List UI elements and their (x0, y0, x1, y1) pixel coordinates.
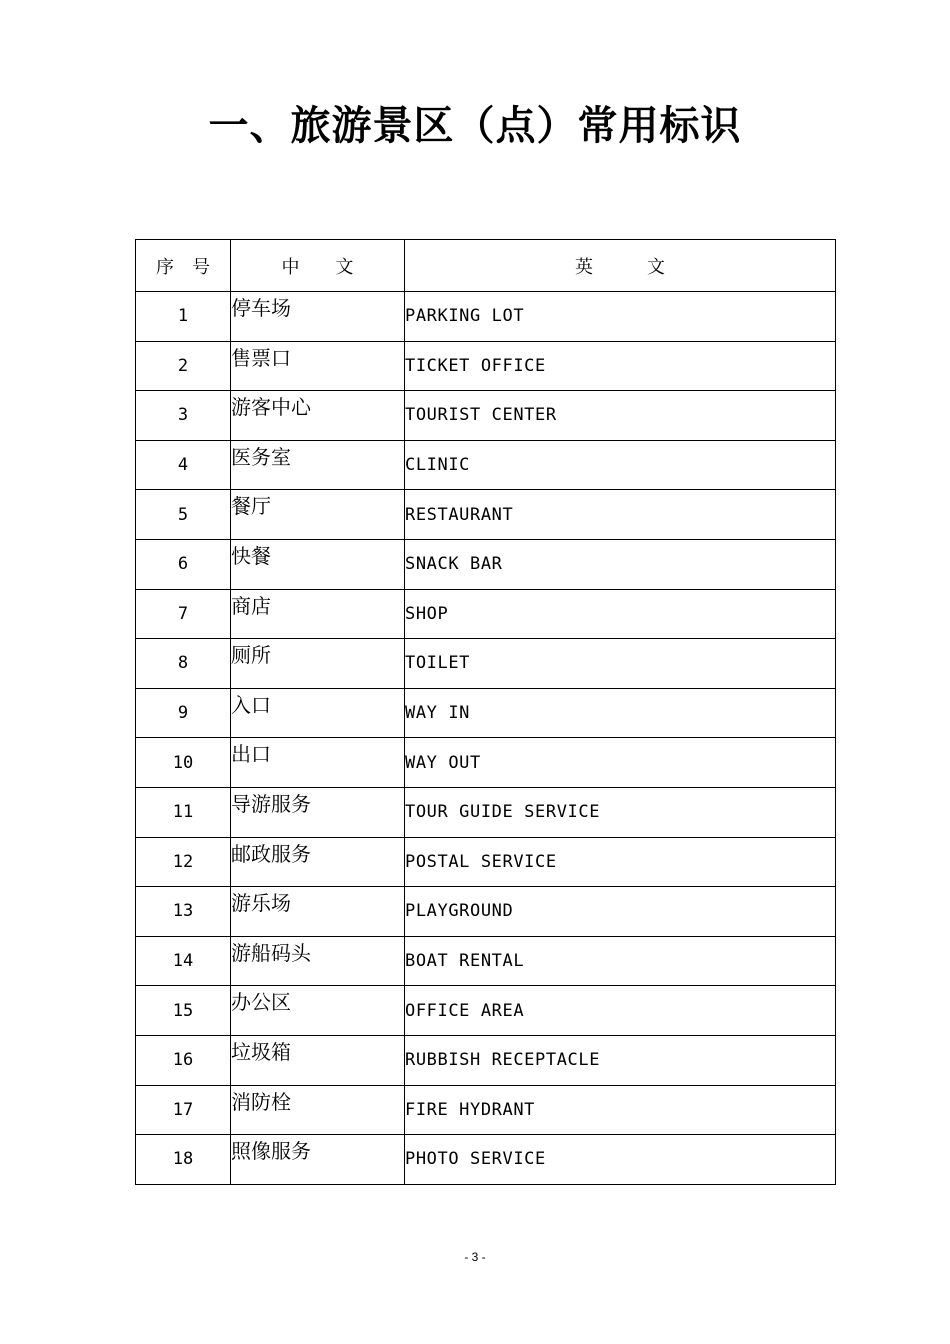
row-chinese-term: 照像服务 (231, 1135, 405, 1185)
row-chinese-term: 导游服务 (231, 787, 405, 837)
signage-table (135, 239, 836, 1185)
table-row (136, 391, 836, 441)
row-number: 5 (136, 490, 231, 540)
table-row (136, 1035, 836, 1085)
row-chinese-term: 出口 (231, 738, 405, 788)
page-number: - 3 - (464, 1250, 486, 1264)
row-number: 16 (136, 1035, 231, 1085)
row-chinese-term: 游乐场 (231, 887, 405, 937)
row-english-term: PARKING LOT (405, 292, 836, 342)
row-chinese-term: 快餐 (231, 539, 405, 589)
table-row (136, 539, 836, 589)
row-english-term: TOUR GUIDE SERVICE (405, 787, 836, 837)
row-number: 15 (136, 986, 231, 1036)
row-english-term: TOILET (405, 639, 836, 689)
table-row (136, 440, 836, 490)
row-english-term: WAY OUT (405, 738, 836, 788)
row-number: 10 (136, 738, 231, 788)
table-row (136, 986, 836, 1036)
row-chinese-term: 办公区 (231, 986, 405, 1036)
page-title: 一、旅游景区（点）常用标识 (208, 103, 742, 149)
row-chinese-term: 邮政服务 (231, 837, 405, 887)
table-row (136, 341, 836, 391)
row-number: 7 (136, 589, 231, 639)
row-number: 17 (136, 1085, 231, 1135)
table-row (136, 887, 836, 937)
row-chinese-term: 厕所 (231, 639, 405, 689)
row-chinese-term: 入口 (231, 688, 405, 738)
row-english-term: SHOP (405, 589, 836, 639)
row-english-term: SNACK BAR (405, 539, 836, 589)
row-chinese-term: 游船码头 (231, 936, 405, 986)
row-english-term: TOURIST CENTER (405, 391, 836, 441)
row-english-term: BOAT RENTAL (405, 936, 836, 986)
row-english-term: FIRE HYDRANT (405, 1085, 836, 1135)
row-english-term: PLAYGROUND (405, 887, 836, 937)
table-row (136, 490, 836, 540)
row-number: 4 (136, 440, 231, 490)
header-number: 序 号 (136, 240, 231, 292)
row-english-term: RUBBISH RECEPTACLE (405, 1035, 836, 1085)
row-chinese-term: 医务室 (231, 440, 405, 490)
table-row (136, 639, 836, 689)
row-english-term: OFFICE AREA (405, 986, 836, 1036)
row-number: 12 (136, 837, 231, 887)
row-number: 1 (136, 292, 231, 342)
row-number: 6 (136, 539, 231, 589)
row-chinese-term: 游客中心 (231, 391, 405, 441)
table-row (136, 738, 836, 788)
table-row (136, 688, 836, 738)
row-english-term: TICKET OFFICE (405, 341, 836, 391)
row-chinese-term: 消防栓 (231, 1085, 405, 1135)
table-body (136, 292, 836, 1185)
row-number: 18 (136, 1135, 231, 1185)
row-english-term: PHOTO SERVICE (405, 1135, 836, 1185)
row-english-term: CLINIC (405, 440, 836, 490)
row-number: 9 (136, 688, 231, 738)
row-english-term: RESTAURANT (405, 490, 836, 540)
table-row (136, 1135, 836, 1185)
row-number: 2 (136, 341, 231, 391)
header-english: 英 文 (405, 240, 836, 292)
table-row (136, 837, 836, 887)
row-number: 13 (136, 887, 231, 937)
row-chinese-term: 售票口 (231, 341, 405, 391)
table-row (136, 292, 836, 342)
table-header-row (136, 240, 836, 292)
row-number: 14 (136, 936, 231, 986)
table-row (136, 936, 836, 986)
table-row (136, 589, 836, 639)
row-english-term: POSTAL SERVICE (405, 837, 836, 887)
row-chinese-term: 垃圾箱 (231, 1035, 405, 1085)
row-number: 3 (136, 391, 231, 441)
row-chinese-term: 停车场 (231, 292, 405, 342)
row-number: 8 (136, 639, 231, 689)
row-chinese-term: 餐厅 (231, 490, 405, 540)
table-row (136, 1085, 836, 1135)
header-chinese: 中 文 (231, 240, 405, 292)
table-row (136, 787, 836, 837)
row-english-term: WAY IN (405, 688, 836, 738)
row-chinese-term: 商店 (231, 589, 405, 639)
row-number: 11 (136, 787, 231, 837)
